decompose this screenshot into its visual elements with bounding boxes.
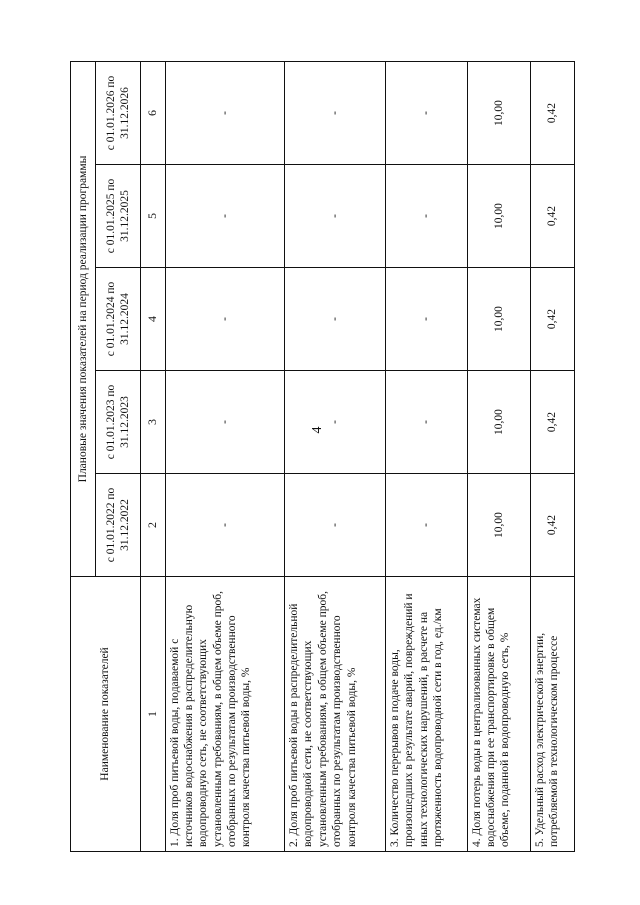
header-name: Наименование показателей xyxy=(71,577,141,852)
header-group: Плановые значения показателей на период реализации программы xyxy=(71,62,96,577)
period-header: с 01.01.2026 по 31.12.2026 xyxy=(96,62,140,165)
indicator-name: 1. Доля проб питьевой воды, подаваемой с источников водоснабжения в распределительную водопроводную сеть, не соответствующих установленным требованиям, в общем объеме проб, отобранных по результатам производственного контроля качества питьевой воды, % xyxy=(165,577,285,852)
table-row xyxy=(165,62,285,852)
table-row xyxy=(467,62,530,852)
period-header: с 01.01.2022 по 31.12.2022 xyxy=(96,474,140,577)
indicator-value: 0,42 xyxy=(530,371,574,474)
table-row xyxy=(530,62,574,852)
indicator-value: - xyxy=(165,474,285,577)
indicator-name: 2. Доля проб питьевой воды в распределительной водопроводной сети, не соответствующих установленным требованиям, в общем объеме проб, отобранных по результатам производственного контроля качества питьевой воды, % xyxy=(285,577,386,852)
indicator-value: - xyxy=(165,165,285,268)
column-number: 5 xyxy=(140,165,165,268)
indicator-value: - xyxy=(385,474,467,577)
indicator-value: - xyxy=(385,371,467,474)
indicator-name: 4. Доля потерь воды в централизованных системах водоснабжения при ее транспортировке в общем объеме, поданной в водопроводную сеть, % xyxy=(467,577,530,852)
column-number: 4 xyxy=(140,268,165,371)
indicator-value: 10,00 xyxy=(467,62,530,165)
indicator-value: 10,00 xyxy=(467,165,530,268)
indicator-value: - xyxy=(385,165,467,268)
indicator-value: 0,42 xyxy=(530,474,574,577)
indicator-value: - xyxy=(165,62,285,165)
column-number: 6 xyxy=(140,62,165,165)
indicator-value: 10,00 xyxy=(467,268,530,371)
period-header: с 01.01.2025 по 31.12.2025 xyxy=(96,165,140,268)
page-number: 4 xyxy=(310,426,325,434)
indicator-name: 5. Удельный расход электрической энергии, потребляемой в технологическом процессе xyxy=(530,577,574,852)
indicator-value: - xyxy=(385,62,467,165)
column-number-row xyxy=(140,62,165,852)
period-header: с 01.01.2023 по 31.12.2023 xyxy=(96,371,140,474)
indicator-value: - xyxy=(385,268,467,371)
indicator-value: - xyxy=(285,165,386,268)
table-row xyxy=(385,62,467,852)
indicators-table-container xyxy=(70,62,575,852)
indicator-value: - xyxy=(285,371,386,474)
table-row xyxy=(285,62,386,852)
indicator-value: - xyxy=(285,268,386,371)
period-header: с 01.01.2024 по 31.12.2024 xyxy=(96,268,140,371)
indicator-name: 3. Количество перерывов в подаче воды, произошедших в результате аварий, повреждений и иных технологических нарушений, в расчете на протяженность водопроводной сети в год, ед./км xyxy=(385,577,467,852)
indicator-value: 0,42 xyxy=(530,268,574,371)
indicator-value: 10,00 xyxy=(467,474,530,577)
indicator-value: 0,42 xyxy=(530,165,574,268)
column-number: 3 xyxy=(140,371,165,474)
indicator-value: - xyxy=(165,268,285,371)
column-number: 1 xyxy=(140,577,165,852)
indicator-value: 0,42 xyxy=(530,62,574,165)
indicators-table xyxy=(70,61,575,852)
indicator-value: - xyxy=(285,62,386,165)
indicator-value: - xyxy=(285,474,386,577)
indicator-value: 10,00 xyxy=(467,371,530,474)
header-row-group xyxy=(71,62,96,852)
column-number: 2 xyxy=(140,474,165,577)
indicator-value: - xyxy=(165,371,285,474)
